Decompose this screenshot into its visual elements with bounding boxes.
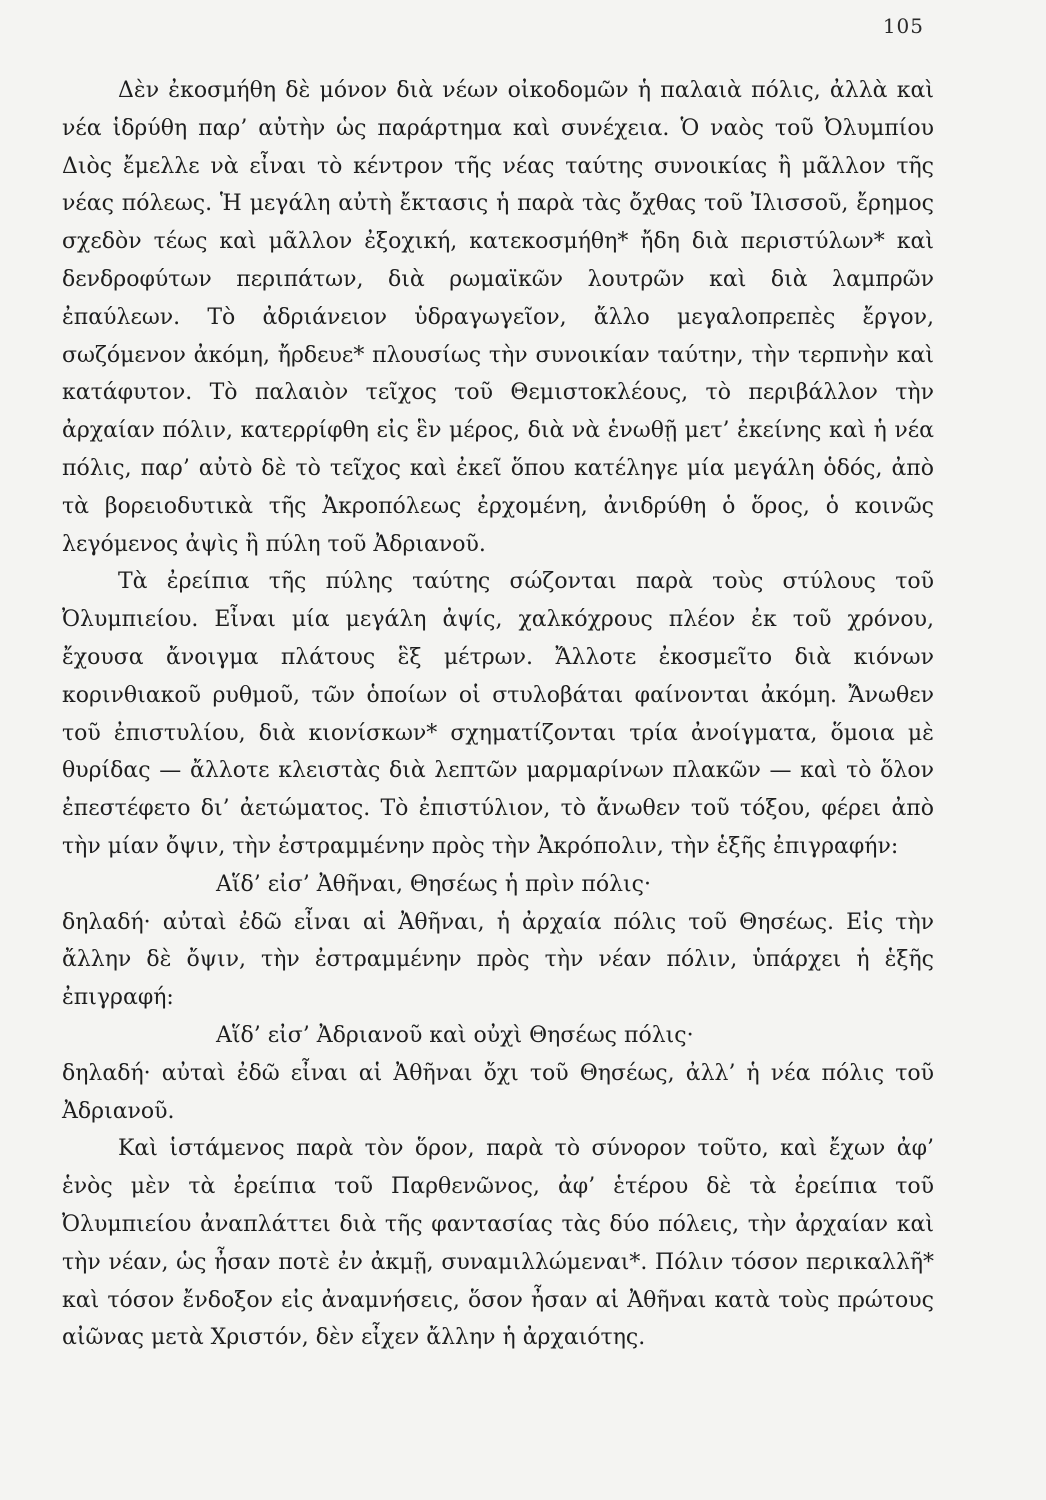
inscription-athens: Αἵδ’ εἰσ’ Ἀθῆναι, Θησέως ἡ πρὶν πόλις· xyxy=(216,871,651,897)
body-text xyxy=(62,72,934,1357)
paragraph-5: Καὶ ἱστάμενος παρὰ τὸν ὅρον, παρὰ τὸ σύνορον τοῦτο, καὶ ἔχων ἀφ’ ἑνὸς μὲν τὰ ἐρείπια τοῦ Παρθενῶνος, ἀφ’ ἑτέρου δὲ τὰ ἐρείπια τοῦ Ὀλυμπιείου ἀναπλάττει διὰ τῆς φαντασίας τὰς δύο πόλεις, τὴν ἀρχαίαν καὶ τὴν νέαν, ὡς ἦσαν ποτὲ ἐν ἀκμῇ, συναμιλλώμεναι*. Πόλιν τόσον περικαλλῆ* καὶ τόσον ἔνδοξον εἰς ἀναμνήσεις, ὅσον ἦσαν αἱ Ἀθῆναι κατὰ τοὺς πρώτους αἰῶνας μετὰ Χριστόν, δὲν εἶχεν ἄλλην ἡ ἀρχαιότης. xyxy=(62,1136,934,1351)
paragraph-4: δηλαδή· αὐταὶ ἐδῶ εἶναι αἱ Ἀθῆναι ὄχι τοῦ Θησέως, ἀλλ’ ἡ νέα πόλις τοῦ Ἀδριανοῦ. xyxy=(62,1060,934,1124)
paragraph-1: Δὲν ἐκοσμήθη δὲ μόνον διὰ νέων οἰκοδομῶν ἡ παλαιὰ πόλις, ἀλλὰ καὶ νέα ἱδρύθη παρ’ αὐτὴν ὡς παράρτημα καὶ συνέχεια. Ὁ ναὸς τοῦ Ὀλυμπίου Διὸς ἔμελλε νὰ εἶναι τὸ κέντρον τῆς νέας ταύτης συνοικίας ἢ μᾶλλον τῆς νέας πόλεως. Ἡ μεγάλη αὐτὴ ἔκτασις ἡ παρὰ τὰς ὄχθας τοῦ Ἰλισσοῦ, ἔρημος σχεδὸν τέως καὶ μᾶλλον ἐξοχική, κατεκοσμήθη* ἤδη διὰ περιστύλων* καὶ δενδροφύτων περιπάτων, διὰ ρωμαϊκῶν λουτρῶν καὶ διὰ λαμπρῶν ἐπαύλεων. Τὸ ἀδριάνειον ὑδραγωγεῖον, ἄλλο μεγαλοπρεπὲς ἔργον, σωζόμενον ἀκόμη, ἤρδευε* πλουσίως τὴν συνοικίαν ταύτην, τὴν τερπνὴν καὶ κατάφυτον. Τὸ παλαιὸν τεῖχος τοῦ Θεμιστοκλέους, τὸ περιβάλλον τὴν ἀρχαίαν πόλιν, κατερρίφθη εἰς ἓν μέρος, διὰ νὰ ἑνωθῇ μετ’ ἐκείνης καὶ ἡ νέα πόλις, παρ’ αὐτὸ δὲ τὸ τεῖχος καὶ ἐκεῖ ὅπου κατέληγε μία μεγάλη ὁδός, ἀπὸ τὰ βορειοδυτικὰ τῆς Ἀκροπόλεως ἐρχομένη, ἀνιδρύθη ὁ ὅρος, ὁ κοινῶς λεγόμενος ἀψὶς ἢ πύλη τοῦ Ἀδριανοῦ. xyxy=(62,78,934,557)
inscription-hadrian: Αἵδ’ εἰσ’ Ἀδριανοῦ καὶ οὐχὶ Θησέως πόλις· xyxy=(216,1022,694,1048)
page-number: 105 xyxy=(882,14,924,38)
paragraph-3: δηλαδή· αὐταὶ ἐδῶ εἶναι αἱ Ἀθῆναι, ἡ ἀρχαία πόλις τοῦ Θησέως. Εἰς τὴν ἄλλην δὲ ὄψιν, τὴν ἐστραμμένην πρὸς τὴν νέαν πόλιν, ὑπάρχει ἡ ἑξῆς ἐπιγραφή: xyxy=(62,909,934,1011)
paragraph-2: Τὰ ἐρείπια τῆς πύλης ταύτης σώζονται παρὰ τοὺς στύλους τοῦ Ὀλυμπιείου. Εἶναι μία μεγάλη ἀψίς, χαλκόχρους πλέον ἐκ τοῦ χρόνου, ἔχουσα ἄνοιγμα πλάτους ἓξ μέτρων. Ἄλλοτε ἐκοσμεῖτο διὰ κιόνων κορινθιακοῦ ρυθμοῦ, τῶν ὁποίων οἱ στυλοβάται φαίνονται ἀκόμη. Ἄνωθεν τοῦ ἐπιστυλίου, διὰ κιονίσκων* σχηματίζονται τρία ἀνοίγματα, ὅμοια μὲ θυρίδας — ἄλλοτε κλειστὰς διὰ λεπτῶν μαρμαρίνων πλακῶν — καὶ τὸ ὅλον ἐπεστέφετο δι’ ἀετώματος. Τὸ ἐπιστύλιον, τὸ ἄνωθεν τοῦ τόξου, φέρει ἀπὸ τὴν μίαν ὄψιν, τὴν ἐστραμμένην πρὸς τὴν Ἀκρόπολιν, τὴν ἑξῆς ἐπιγραφήν: xyxy=(62,569,934,859)
